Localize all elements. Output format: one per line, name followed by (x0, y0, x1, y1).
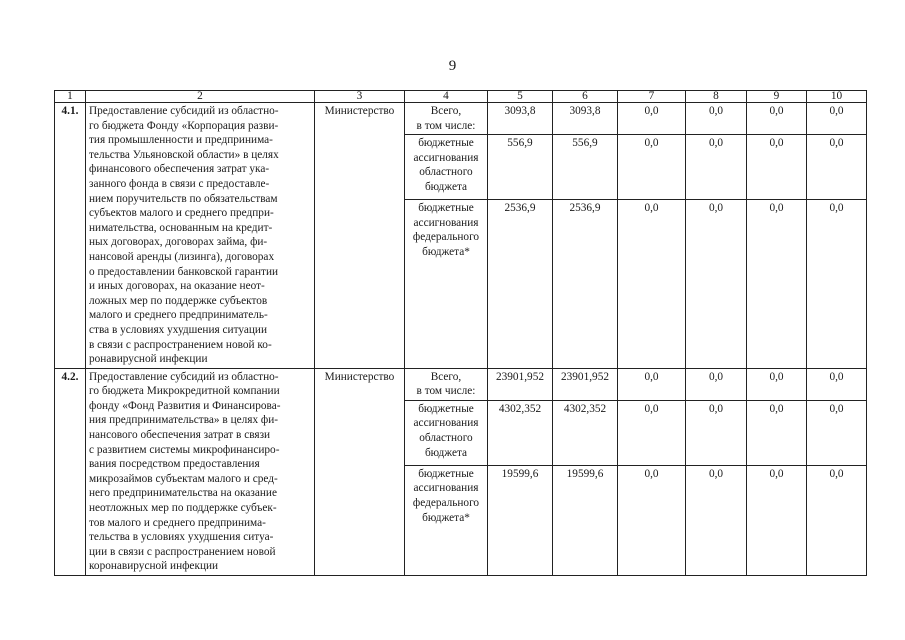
amount-v10: 0,0 (807, 135, 867, 200)
amount-v5: 3093,8 (488, 103, 553, 135)
table-row (55, 103, 867, 135)
text-line: бюджетные (418, 137, 474, 150)
amount-v8: 0,0 (686, 200, 747, 369)
funding-source (405, 400, 488, 465)
page-number: 9 (448, 58, 457, 74)
text-line: занного фонда в связи с предоставле- (89, 177, 270, 190)
text-line: ронавирусной инфекции (89, 353, 208, 366)
amount-v7: 0,0 (618, 400, 686, 465)
text-line: областного (419, 432, 473, 445)
text-line: бюджета (424, 180, 468, 193)
text-line: федерального (412, 497, 480, 510)
text-line: Предоставление субсидий из областно- (89, 105, 279, 117)
text-line: неотложных мер по поддержке субъек- (89, 502, 277, 515)
text-line: ства в условиях ухудшения ситуации (89, 323, 268, 336)
text-line: бюджета* (422, 245, 470, 258)
text-line: финансового обеспечения затрат ука- (89, 163, 270, 176)
amount-v10: 0,0 (807, 400, 867, 465)
text-line: в том числе: (416, 119, 476, 132)
amount-v9: 0,0 (747, 400, 807, 465)
header-col-1: 1 (55, 91, 86, 103)
text-line: нансовой аренды (лизинга), договорах (89, 250, 275, 263)
amount-v7: 0,0 (618, 465, 686, 575)
text-line: вания посредством предоставления (89, 458, 260, 471)
row-agency: Министерство (315, 368, 405, 575)
text-line: тов малого и среднего предпринима- (89, 516, 266, 529)
text-line: в связи с распространением новой ко- (89, 338, 272, 351)
amount-v10: 0,0 (807, 368, 867, 400)
header-col-8: 8 (686, 91, 747, 103)
text-line: федерального (412, 231, 480, 244)
table-row (55, 368, 867, 400)
amount-v10: 0,0 (807, 103, 867, 135)
text-line: с развитием системы микрофинансиро- (89, 443, 280, 456)
text-line: коронавирусной инфекции (89, 560, 219, 573)
text-line: ассигнования (413, 482, 479, 495)
text-line: бюджета* (422, 511, 470, 524)
text-line: ния предпринимательства» в целях фи- (89, 414, 279, 427)
text-line: ассигнования (413, 417, 479, 430)
text-line: ции в связи с распространением новой (89, 545, 276, 558)
text-line: малого и среднего предприниматель- (89, 309, 268, 322)
text-line: бюджетные (418, 467, 474, 480)
funding-source (405, 200, 488, 369)
amount-v6: 2536,9 (553, 200, 618, 369)
amount-v9: 0,0 (747, 465, 807, 575)
row-agency: Министерство (315, 103, 405, 369)
amount-v5: 19599,6 (488, 465, 553, 575)
amount-v6: 19599,6 (553, 465, 618, 575)
text-line: и иных договорах, на оказание неот- (89, 280, 265, 293)
text-line: тельства в условиях ухудшения ситуа- (89, 531, 274, 544)
amount-v8: 0,0 (686, 400, 747, 465)
text-line: ных договорах, договорах займа, фи- (89, 236, 268, 249)
text-line: Всего, (430, 105, 462, 117)
amount-v9: 0,0 (747, 103, 807, 135)
amount-v5: 4302,352 (488, 400, 553, 465)
text-line: нансового обеспечения затрат в связи (89, 429, 271, 442)
text-line: областного (419, 166, 473, 179)
amount-v6: 23901,952 (553, 368, 618, 400)
amount-v8: 0,0 (686, 465, 747, 575)
amount-v8: 0,0 (686, 135, 747, 200)
amount-v9: 0,0 (747, 135, 807, 200)
amount-v10: 0,0 (807, 200, 867, 369)
row-number: 4.1. (55, 103, 86, 369)
text-line: в том числе: (416, 385, 476, 398)
amount-v5: 23901,952 (488, 368, 553, 400)
header-col-10: 10 (807, 91, 867, 103)
text-line: фонду «Фонд Развития и Финансирова- (89, 399, 281, 412)
amount-v5: 556,9 (488, 135, 553, 200)
text-line: него предпринимательства на оказание (89, 487, 277, 500)
text-line: ложных мер по поддержке субъектов (89, 294, 268, 307)
header-col-7: 7 (618, 91, 686, 103)
row-description (86, 103, 315, 369)
header-col-6: 6 (553, 91, 618, 103)
header-col-5: 5 (488, 91, 553, 103)
header-col-2: 2 (86, 91, 315, 103)
header-col-3: 3 (315, 91, 405, 103)
text-line: субъектов малого и среднего предпри- (89, 207, 274, 220)
funding-source (405, 368, 488, 400)
text-line: ассигнования (413, 151, 479, 164)
amount-v7: 0,0 (618, 368, 686, 400)
row-number: 4.2. (55, 368, 86, 575)
amount-v5: 2536,9 (488, 200, 553, 369)
row-description (86, 368, 315, 575)
text-line: тия промышленности и предпринима- (89, 134, 273, 147)
amount-v8: 0,0 (686, 103, 747, 135)
amount-v6: 3093,8 (553, 103, 618, 135)
text-line: Всего, (430, 370, 462, 383)
amount-v7: 0,0 (618, 200, 686, 369)
amount-v7: 0,0 (618, 135, 686, 200)
text-line: го бюджета Микрокредитной компании (89, 385, 280, 398)
text-line: бюджета (424, 446, 468, 459)
amount-v7: 0,0 (618, 103, 686, 135)
amount-v6: 556,9 (553, 135, 618, 200)
text-line: ассигнования (413, 216, 479, 229)
funding-source (405, 103, 488, 135)
text-line: бюджетные (418, 202, 474, 215)
funding-source (405, 465, 488, 575)
text-line: нием поручительств по обязательствам (89, 192, 278, 205)
header-col-4: 4 (405, 91, 488, 103)
funding-source (405, 135, 488, 200)
header-col-9: 9 (747, 91, 807, 103)
text-line: тельства Ульяновской области» в целях (89, 148, 279, 161)
text-line: го бюджета Фонду «Корпорация разви- (89, 119, 279, 132)
text-line: Предоставление субсидий из областно- (89, 370, 279, 383)
header-row (55, 91, 867, 103)
text-line: о предоставлении банковской гарантии (89, 265, 279, 278)
amount-v8: 0,0 (686, 368, 747, 400)
amount-v9: 0,0 (747, 368, 807, 400)
text-line: бюджетные (418, 402, 474, 415)
amount-v9: 0,0 (747, 200, 807, 369)
amount-v6: 4302,352 (553, 400, 618, 465)
text-line: нимательства, основанным на кредит- (89, 221, 273, 234)
text-line: микрозаймов субъектам малого и сред- (89, 472, 278, 485)
amount-v10: 0,0 (807, 465, 867, 575)
budget-table (54, 90, 867, 576)
